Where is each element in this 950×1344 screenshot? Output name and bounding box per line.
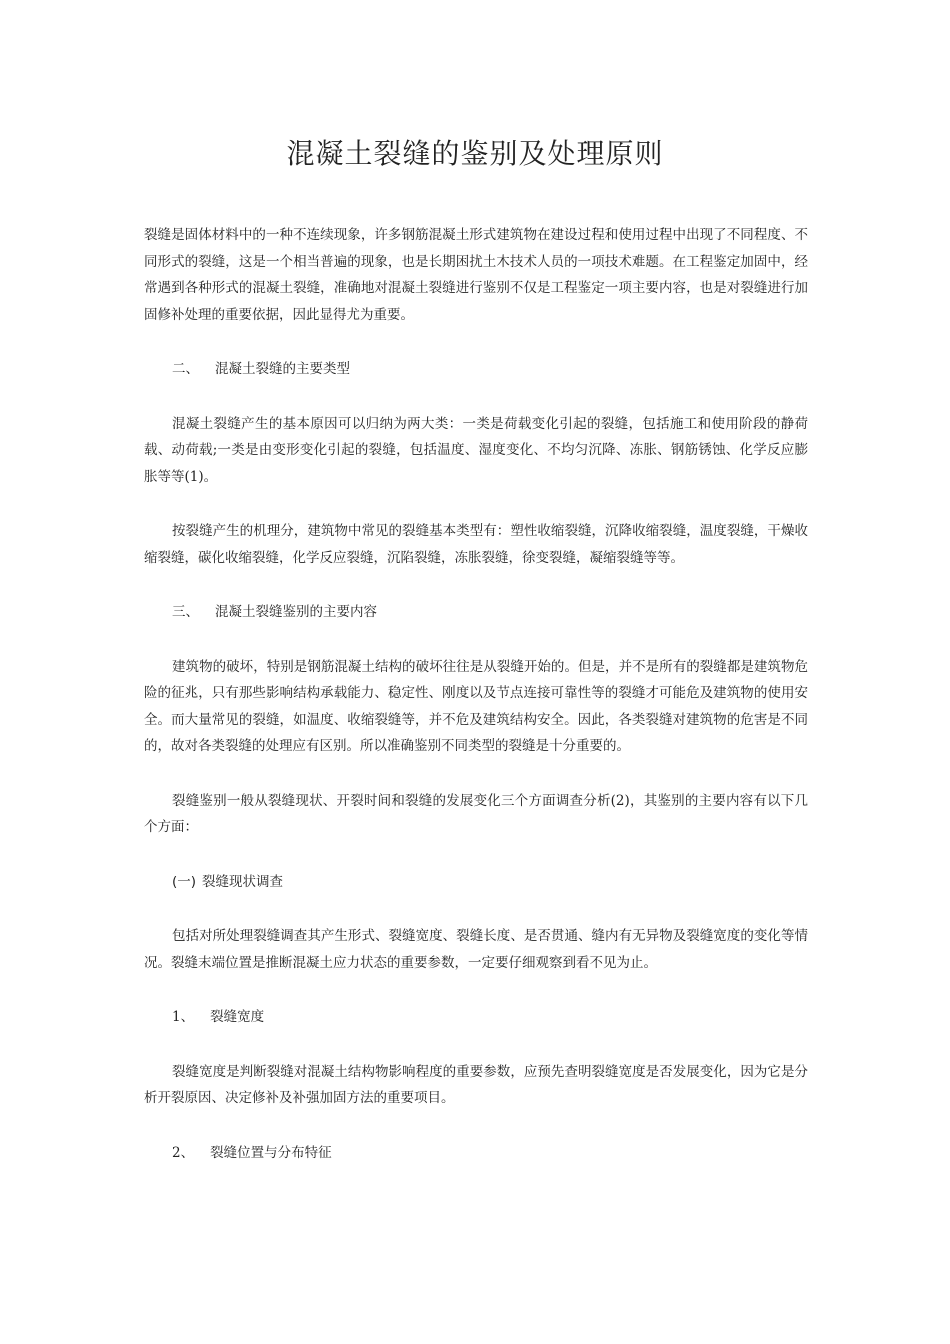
heading-number: 2、	[172, 1144, 195, 1161]
heading-item-2	[144, 1140, 808, 1167]
heading-number: 二、	[172, 361, 199, 377]
heading-text: 裂缝现状调查	[202, 873, 284, 890]
heading-text: 混凝土裂缝的主要类型	[215, 361, 350, 377]
paragraph-types-causes: 混凝土裂缝产生的基本原因可以归纳为两大类：一类是荷载变化引起的裂缝，包括施工和使用阶段的静荷载、动荷载;一类是由变形变化引起的裂缝，包括温度、湿度变化、不均匀沉降、冻胀、钢筋锈蚀、化学反应膨胀等等(1)。	[144, 415, 808, 485]
paragraph-types-list: 按裂缝产生的机理分，建筑物中常见的裂缝基本类型有：塑性收缩裂缝，沉降收缩裂缝，温度裂缝，干燥收缩裂缝，碳化收缩裂缝，化学反应裂缝，沉陷裂缝，冻胀裂缝，徐变裂缝，凝缩裂缝等等。	[144, 523, 808, 566]
heading-text: 混凝土裂缝鉴别的主要内容	[215, 604, 377, 620]
heading-item-1	[144, 1004, 808, 1031]
heading-number: (一)	[172, 873, 197, 890]
heading-subsection-1	[144, 869, 808, 896]
paragraph-survey: 包括对所处理裂缝调查其产生形式、裂缝宽度、裂缝长度、是否贯通、缝内有无异物及裂缝宽度的变化等情况。裂缝末端位置是推断混凝土应力状态的重要参数，一定要仔细观察到看不见为止。	[144, 928, 808, 971]
paragraph-damage: 建筑物的破坏，特别是钢筋混凝土结构的破坏往往是从裂缝开始的。但是，并不是所有的裂缝都是建筑物危险的征兆，只有那些影响结构承载能力、稳定性、刚度以及节点连接可靠性等的裂缝才可能危及建筑物的使用安全。而大量常见的裂缝，如温度、收缩裂缝等，并不危及建筑结构安全。因此，各类裂缝对建筑物的危害是不同的，故对各类裂缝的处理应有区别。所以准确鉴别不同类型的裂缝是十分重要的。	[144, 658, 808, 754]
document-title: 混凝土裂缝的鉴别及处理原则	[286, 137, 664, 170]
paragraph-intro: 裂缝是固体材料中的一种不连续现象，许多钢筋混凝土形式建筑物在建设过程和使用过程中出现了不同程度、不同形式的裂缝，这是一个相当普遍的现象，也是长期困扰土木技术人员的一项技术难题。在工程鉴定加固中，经常遇到各种形式的混凝土裂缝，准确地对混凝土裂缝进行鉴别不仅是工程鉴定一项主要内容，也是对裂缝进行加固修补处理的重要依据，因此显得尤为重要。	[144, 227, 808, 323]
heading-number: 三、	[172, 604, 199, 620]
paragraph-width: 裂缝宽度是判断裂缝对混凝土结构物影响程度的重要参数，应预先查明裂缝宽度是否发展变化，因为它是分析开裂原因、决定修补及补强加固方法的重要项目。	[144, 1063, 808, 1106]
heading-text: 裂缝宽度	[210, 1009, 265, 1025]
document-body	[144, 222, 808, 1194]
heading-section-2	[144, 356, 808, 383]
paragraph-aspects: 裂缝鉴别一般从裂缝现状、开裂时间和裂缝的发展变化三个方面调查分析(2)，其鉴别的主要内容有以下几个方面：	[144, 792, 808, 835]
heading-number: 1、	[172, 1009, 195, 1025]
heading-section-3	[144, 599, 808, 626]
heading-text: 裂缝位置与分布特征	[210, 1144, 332, 1161]
